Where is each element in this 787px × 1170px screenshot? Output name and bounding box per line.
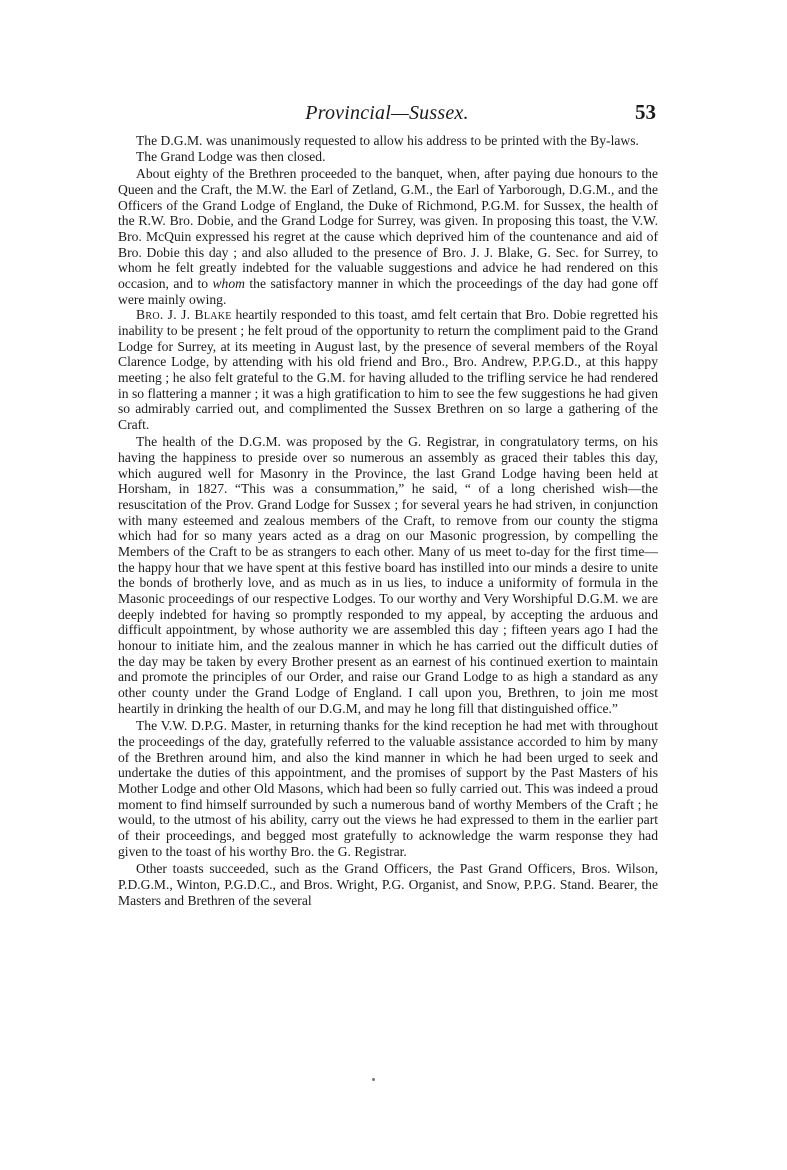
article-body bbox=[118, 133, 658, 908]
running-title: Provincial—Sussex. bbox=[305, 102, 469, 124]
paragraph-3-text-b: the satisfactory manner in which the proceedings of the day had gone off were mainly owing. bbox=[118, 275, 658, 307]
paragraph-2 bbox=[118, 149, 658, 165]
paragraph-3-text-a: About eighty of the Brethren proceeded to the banquet, when, after paying due honours to the Queen and the Craft, the M.W. the Earl of Zetland, G.M., the Earl of Yarborough, D.G.M., and the Officers of the Grand Lodge of England, the Duke of Richmond, P.G.M. for Sussex, the health of the R.W. Bro. Dobie, and the Grand Lodge for Surrey, was given. In proposing this toast, the V.W. Bro. McQuin expressed his regret at the cause which deprived him of the countenance and aid of Bro. Dobie this day ; and also alluded to the presence of Bro. J. J. Blake, G. Sec. for Surrey, to whom he felt greatly indebted for the valuable suggestions and advice he had rendered on this occasion, and to bbox=[118, 166, 658, 291]
paragraph-7 bbox=[118, 861, 658, 908]
paragraph-5 bbox=[118, 434, 658, 716]
speaker-name: Bro. J. J. Blake bbox=[136, 307, 232, 323]
paragraph-4-text: heartily responded to this toast, amd felt certain that Bro. Dobie regretted his inability to be present ; he felt proud of the opportunity to return the compliment paid to the Grand Lodge for Surrey, at its meeting in August last, by the presence of several members of the Royal Clarence Lodge, by attending with his old friend and Bro., Bro. Andrew, P.P.G.D., at this happy meeting ; he also felt grateful to the G.M. for having alluded to the trifling service he had rendered in so flattering a manner ; it was a high gratification to him to see the few suggestions he had given so admirably carried out, and complimented the Sussex Brethren on so large a gathering of the Craft. bbox=[118, 307, 658, 432]
paragraph-1 bbox=[118, 133, 658, 149]
page-number: 53 bbox=[635, 100, 656, 124]
paragraph-2-text: The Grand Lodge was then closed. bbox=[136, 148, 326, 164]
paragraph-1-text: The D.G.M. was unanimously requested to allow his address to be printed with the By-laws. bbox=[136, 133, 639, 148]
paragraph-4 bbox=[118, 307, 658, 432]
paragraph-6 bbox=[118, 718, 658, 859]
paragraph-6-text: The V.W. D.P.G. Master, in returning thanks for the kind reception he had met with throughout the proceedings of the day, gratefully referred to the valuable assistance accorded to him by many of the Brethren around him, and also the kind manner in which he had been urged to seek and undertake the duties of this appointment, and the promises of support by the Past Masters of his Mother Lodge and other Old Masons, which had been so fully carried out. This was indeed a proud moment to find himself surrounded by such a numerous band of worthy Members of the Craft ; he would, to the utmost of his ability, carry out the views he had expressed to them in the earlier part of their proceedings, and begged most gratefully to acknowledge the warm response they had given to the toast of his worthy Bro. the G. Registrar. bbox=[118, 718, 658, 859]
paragraph-3-emphasis: whom bbox=[212, 275, 245, 291]
print-speck bbox=[372, 1078, 375, 1081]
paragraph-3 bbox=[118, 166, 658, 307]
page-header bbox=[118, 100, 656, 126]
paragraph-7-text: Other toasts succeeded, such as the Grand Officers, the Past Grand Officers, Bros. Wilson, P.D.G.M., Winton, P.G.D.C., and Bros. Wright, P.G. Organist, and Snow, P.P.G. Stand. Bearer, the Masters and Brethren of the several bbox=[118, 861, 658, 908]
paragraph-5-text: The health of the D.G.M. was proposed by the G. Registrar, in congratulatory terms, on his having the happiness to preside over so numerous an assembly as graced their tables this day, which augured well for Masonry in the Province, the last Grand Lodge having been held at Horsham, in 1827. “This was a consummation,” he said, “ of a long cherished wish—the resuscitation of the Prov. Grand Lodge for Sussex ; for several years he had striven, in conjunction with many esteemed and zealous members of the Craft, to remove from our county the stigma which had for so many years acted as a drag on our Masonic progression, by compelling the Members of the Craft to be as strangers to each other. Many of us meet to-day for the first time—the happy hour that we have spent at this festive board has instilled into our minds a desire to unite the bonds of brotherly love, and as much as in us lies, to induce a uniformity of formula in the Masonic proceedings of our respective Lodges. To our worthy and Very Worshipful D.G.M. we are deeply indebted for having so promptly responded to my appeal, by accepting the arduous and difficult appointment, by whose authority we are assembled this day ; fifteen years ago I had the honour to initiate him, and the zealous manner in which he has carried out the difficult duties of the day may be taken by every Brother present as an earnest of his continued exertion to maintain and promote the principles of our Order, and raise our Grand Lodge to as high a standard as any other county under the Grand Lodge of England. I call upon you, Brethren, to join me most heartily in drinking the health of our D.G.M, and may he long fill that distinguished office.” bbox=[118, 434, 658, 716]
